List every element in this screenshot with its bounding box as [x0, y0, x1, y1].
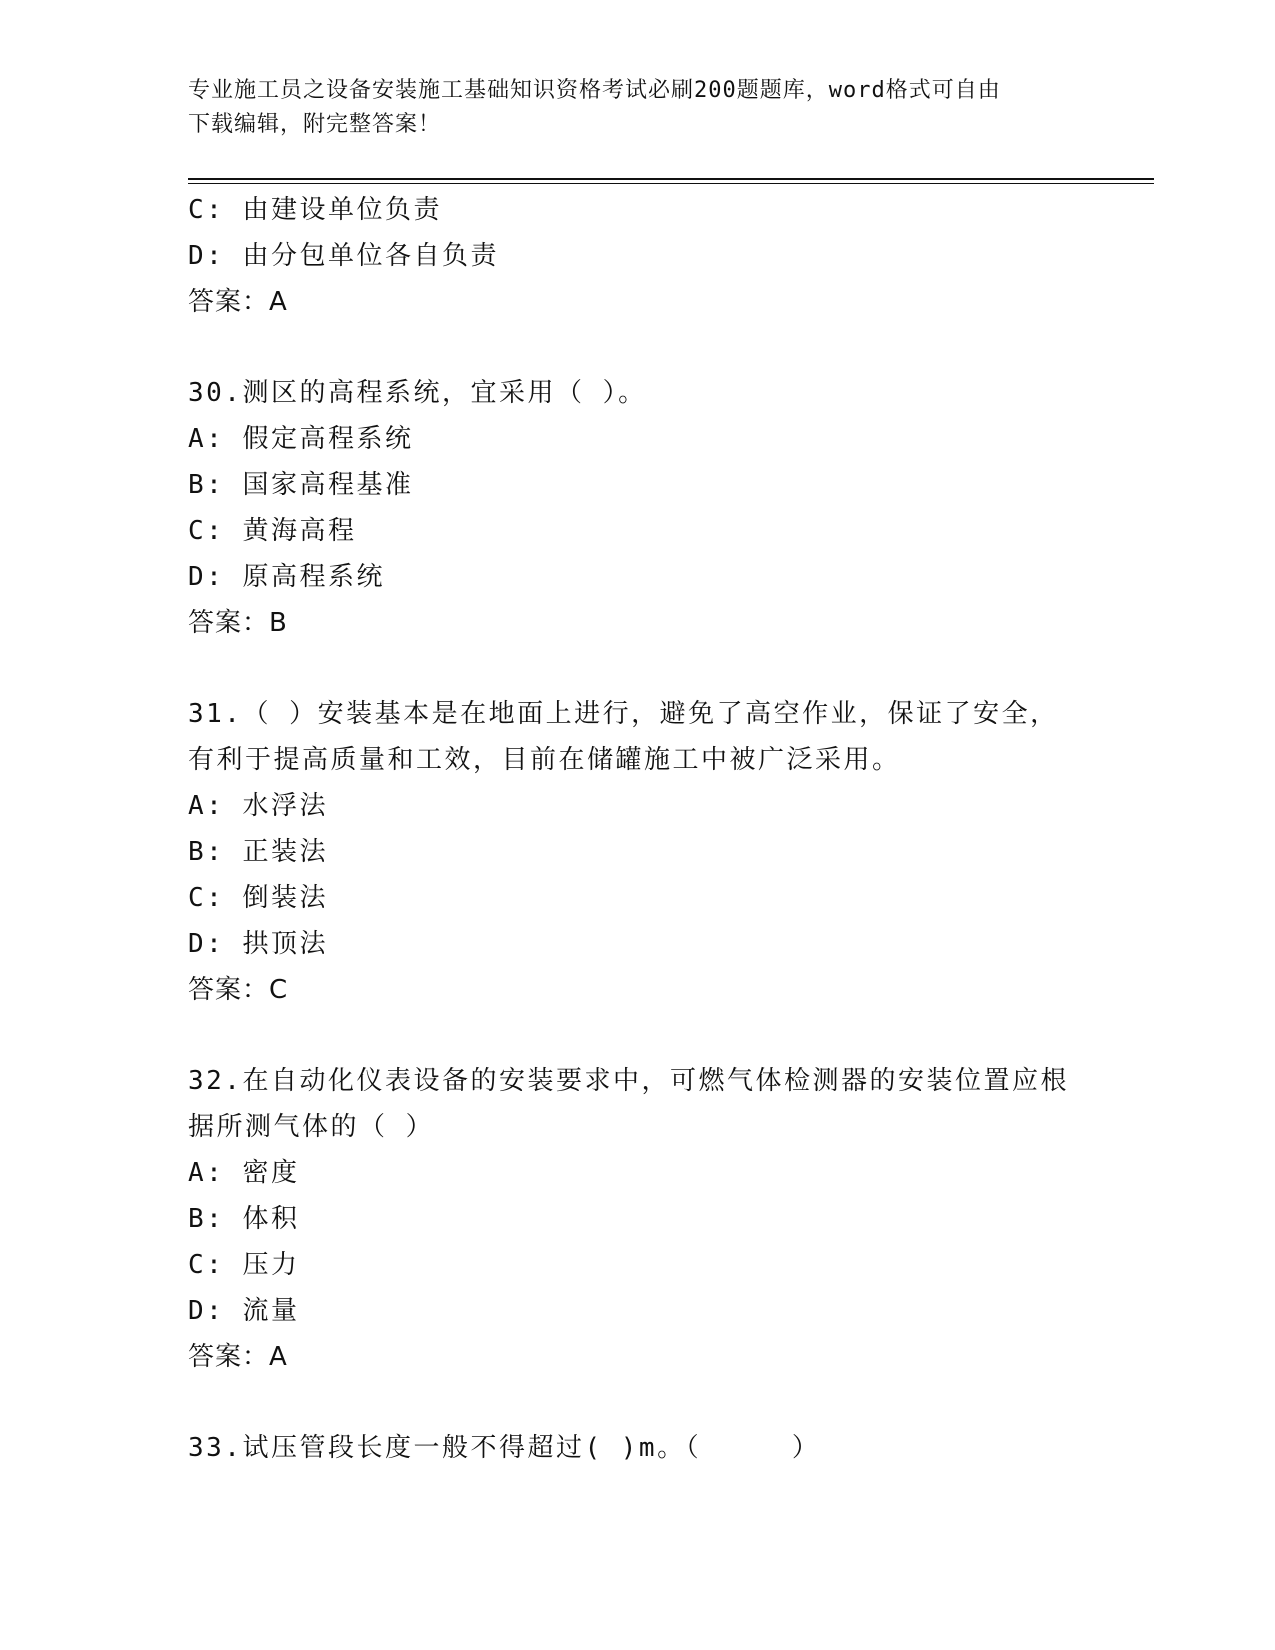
option-b: B: 正装法 [188, 837, 328, 867]
option-b: B: 国家高程基准 [188, 470, 414, 500]
option-b: B: 体积 [188, 1204, 300, 1234]
spacer [188, 325, 1088, 370]
question-30 [188, 370, 1088, 646]
header-title-line-1: 专业施工员之设备安装施工基础知识资格考试必刷200题题库，word格式可自由 [188, 78, 1001, 103]
question-29-continued [188, 187, 1088, 325]
question-text: 32.在自动化仪表设备的安装要求中，可燃气体检测器的安装位置应根 [188, 1066, 1069, 1096]
header-divider-thick [188, 178, 1154, 180]
question-33 [188, 1425, 1088, 1471]
question-text-continued: 据所测气体的（ ） [188, 1112, 435, 1142]
header-title-line-2: 下载编辑，附完整答案！ [188, 112, 442, 137]
question-text: 33.试压管段长度一般不得超过( )m。（ ） [188, 1433, 821, 1463]
question-text: 30.测区的高程系统，宜采用（ ）。 [188, 378, 647, 408]
header-divider-thin [188, 183, 1154, 184]
answer: 答案：A [188, 1342, 288, 1372]
option-a: A: 密度 [188, 1158, 300, 1188]
option-c: C: 黄海高程 [188, 516, 357, 546]
question-32 [188, 1058, 1088, 1380]
spacer [188, 1013, 1088, 1058]
spacer [188, 646, 1088, 691]
spacer [188, 1380, 1088, 1425]
question-text-continued: 有利于提高质量和工效，目前在储罐施工中被广泛采用。 [188, 745, 901, 775]
option-c: C: 倒装法 [188, 883, 328, 913]
answer: 答案：C [188, 975, 289, 1005]
option-a: A: 假定高程系统 [188, 424, 414, 454]
option-d: D: 原高程系统 [188, 562, 385, 592]
option-c: C: 由建设单位负责 [188, 195, 442, 225]
document-header [188, 74, 1068, 142]
question-31 [188, 691, 1088, 1013]
option-d: D: 拱顶法 [188, 929, 328, 959]
answer: 答案：A [188, 287, 288, 317]
option-c: C: 压力 [188, 1250, 300, 1280]
question-list [188, 187, 1088, 1471]
option-d: D: 由分包单位各自负责 [188, 241, 499, 271]
option-a: A: 水浮法 [188, 791, 328, 821]
answer: 答案：B [188, 608, 288, 638]
option-d: D: 流量 [188, 1296, 300, 1326]
question-text: 31.（ ）安装基本是在地面上进行，避免了高空作业，保证了安全， [188, 699, 1059, 729]
